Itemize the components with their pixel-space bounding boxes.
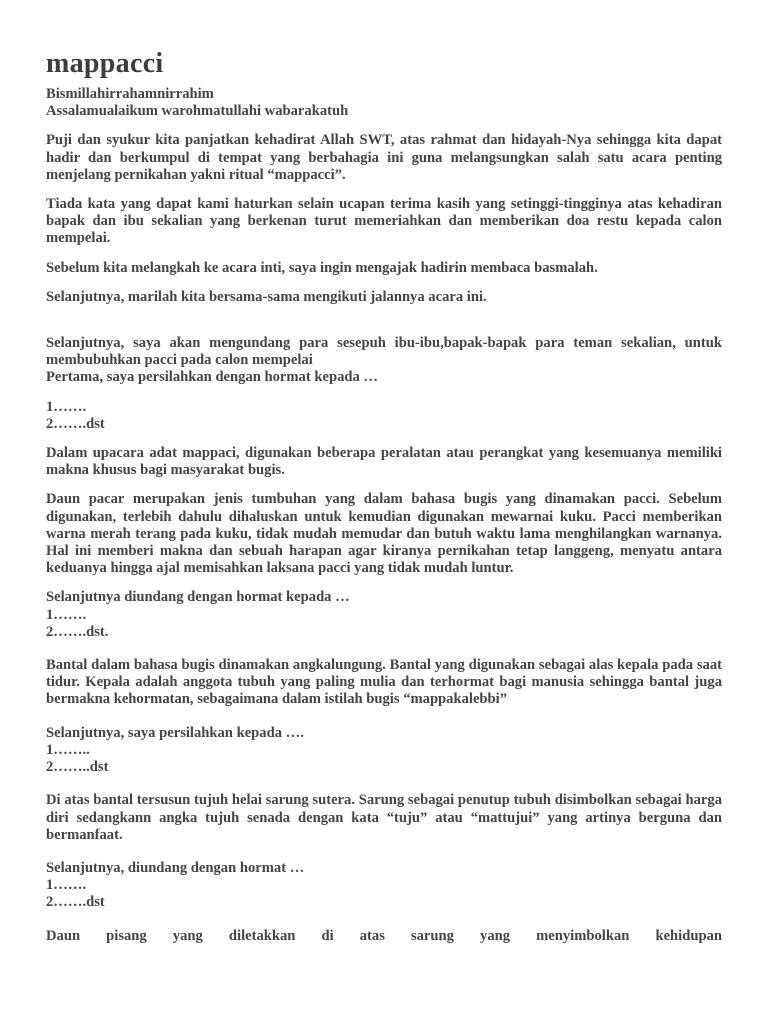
- invitee-list-4: [46, 860, 722, 912]
- paragraph-tools: Dalam upacara adat mappaci, digunakan beberapa peralatan atau perangkat yang kesemuanya memiliki makna khusus bagi masyarakat bugis.: [46, 445, 722, 479]
- invitation-3-text: Selanjutnya, saya persilahkan kepada ….: [46, 724, 304, 741]
- invitee-list-1: [46, 399, 722, 433]
- invitee-list-2: [46, 589, 722, 641]
- list-item: 1……..: [46, 741, 90, 758]
- opening-greetings: [46, 86, 722, 120]
- paragraph-follow: Selanjutnya, marilah kita bersama-sama mengikuti jalannya acara ini.: [46, 288, 487, 305]
- blank-space: [46, 306, 722, 335]
- list-item: 2…….dst: [46, 415, 105, 432]
- document-body: [46, 86, 722, 945]
- basmalah-line: Bismillahirrahamnirrahim: [46, 86, 214, 102]
- blank-space: [46, 912, 722, 928]
- invitation-block-1: [46, 335, 722, 387]
- document-title: mappacci: [46, 48, 164, 79]
- invitation-4-text: Selanjutnya, diundang dengan hormat …: [46, 859, 305, 876]
- list-item: 2…….dst: [46, 894, 105, 911]
- paragraph-basmalah: Sebelum kita melangkah ke acara inti, saya ingin mengajak hadirin membaca basmalah.: [46, 259, 598, 276]
- blank-space: [46, 776, 722, 792]
- paragraph-sarung: Di atas bantal tersusun tujuh helai sarung sutera. Sarung sebagai penutup tubuh disimbolkan sebagai harga diri sedangkann angka tujuh senada dengan kata “tuju” atau “mattujui” yang artinya berguna dan bermanfaat.: [46, 792, 722, 843]
- blank-space: [46, 641, 722, 657]
- invitation-1-text: Selanjutnya, saya akan mengundang para sesepuh ibu-ibu,bapak-bapak para teman sekalian, untuk membubuhkan pacci pada calon mempelai: [46, 335, 722, 369]
- invitation-1-first: Pertama, saya persilahkan dengan hormat kepada …: [46, 369, 379, 386]
- paragraph-thanks: Tiada kata yang dapat kami haturkan selain ucapan terima kasih yang setinggi-tingginya atas kehadiran bapak dan ibu sekalian yang berkenan turut memeriahkan dan memberikan doa restu kepada calon mempelai.: [46, 196, 722, 247]
- list-item: 2……..dst: [46, 759, 109, 776]
- invitation-2-text: Selanjutnya diundang dengan hormat kepada …: [46, 589, 350, 606]
- invitee-list-3: [46, 725, 722, 777]
- blank-space: [46, 844, 722, 860]
- list-item: 1…….: [46, 398, 87, 415]
- paragraph-intro: Puji dan syukur kita panjatkan kehadirat Allah SWT, atas rahmat dan hidayah-Nya sehingga kita dapat hadir dan berkumpul di tempat yang berbahagia ini guna melangsungkan salah satu acara penting menjelang pernikahan yakni ritual “mappacci”.: [46, 132, 722, 183]
- blank-space: [46, 709, 722, 725]
- list-item: 2…….dst.: [46, 623, 109, 640]
- list-item: 1…….: [46, 606, 87, 623]
- salam-line: Assalamualaikum warohmatullahi wabarakatuh: [46, 103, 349, 120]
- paragraph-bantal: Bantal dalam bahasa bugis dinamakan angkalungung. Bantal yang digunakan sebagai alas kepala pada saat tidur. Kepala adalah anggota tubuh yang paling mulia dan terhormat bagi manusia sehingga bantal juga bermakna kehormatan, sebagaimana dalam istilah bugis “mappakalebbi”: [46, 657, 722, 708]
- paragraph-daun-pisang: Daun pisang yang diletakkan di atas sarung yang menyimbolkan kehidupan: [46, 927, 722, 944]
- paragraph-daun-pacar: Daun pacar merupakan jenis tumbuhan yang dalam bahasa bugis yang dinamakan pacci. Sebelum digunakan, terlebih dahulu dihaluskan untuk kemudian digunakan mewarnai kuku. Pacci memberikan warna merah terang pada kuku, tidak mudah memudar dan butuh waktu lama menghilangkan warnanya. Hal ini memberi makna dan sebuah harapan agar kiranya pernikahan tetap langgeng, menyatu antara keduanya hingga ajal memisahkan laksana pacci yang tidak mudah luntur.: [46, 491, 722, 577]
- list-item: 1…….: [46, 877, 87, 894]
